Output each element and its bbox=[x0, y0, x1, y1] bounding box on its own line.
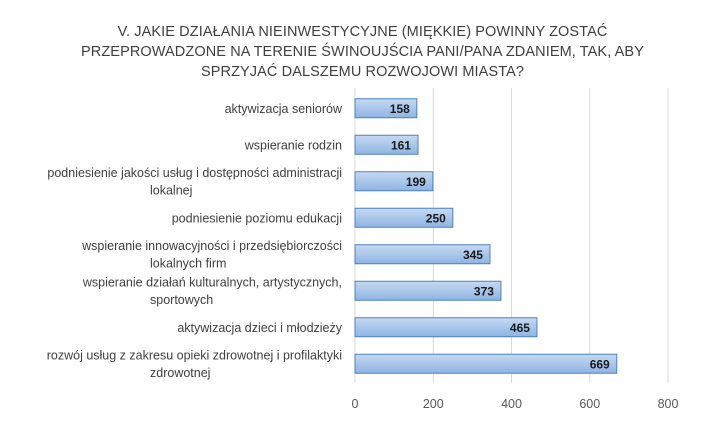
bar-value-label: 199 bbox=[405, 174, 426, 189]
x-tick-label: 400 bbox=[501, 397, 522, 411]
bar-value-label: 161 bbox=[390, 138, 411, 153]
category-label: lokalnych firm bbox=[150, 256, 227, 271]
category-label: zdrowotnej bbox=[150, 366, 211, 380]
chart-title-line-3: SPRZYJAĆ DALSZEMU ROZWOJOWI MIASTA? bbox=[200, 64, 525, 80]
bar-value-label: 250 bbox=[425, 211, 446, 226]
bar-value-label: 465 bbox=[509, 320, 530, 335]
x-tick-label: 800 bbox=[657, 397, 679, 411]
bar-value-label: 669 bbox=[589, 357, 610, 372]
x-tick-label: 600 bbox=[579, 397, 601, 411]
category-label: wspieranie rodzin bbox=[244, 138, 342, 153]
bar bbox=[355, 354, 617, 373]
category-label: podniesienie poziomu edukacji bbox=[171, 211, 342, 226]
x-tick-label: 0 bbox=[351, 397, 359, 411]
chart-title-line-2: PRZEPROWADZONE NA TERENIE ŚWINOUJŚCIA PANI/PANA ZDANIEM, TAK, ABY bbox=[81, 44, 644, 60]
bar-value-label: 345 bbox=[462, 247, 483, 262]
category-label: rozwój usług z zakresu opieki zdrowotnej i profilaktyki bbox=[46, 348, 342, 363]
category-label: wspieranie innowacyjności i przedsiębiorczości bbox=[82, 239, 342, 253]
category-label: aktywizacja dzieci i młodzieży bbox=[177, 320, 342, 335]
category-label: sportowych bbox=[150, 293, 214, 307]
category-label: wspieranie działań kulturalnych, artystycznych, bbox=[82, 275, 342, 290]
category-label: podniesienie jakości usług i dostępności administracji bbox=[47, 166, 342, 180]
x-tick-label: 200 bbox=[422, 397, 444, 411]
chart-title-line-1: V. JAKIE DZIAŁANIA NIEINWESTYCYJNE (MIĘKKIE) POWINNY ZOSTAĆ bbox=[117, 24, 608, 40]
category-label: lokalnej bbox=[150, 183, 193, 198]
bar-value-label: 158 bbox=[389, 101, 410, 116]
bar-value-label: 373 bbox=[473, 284, 494, 299]
category-label: aktywizacja seniorów bbox=[224, 101, 342, 116]
